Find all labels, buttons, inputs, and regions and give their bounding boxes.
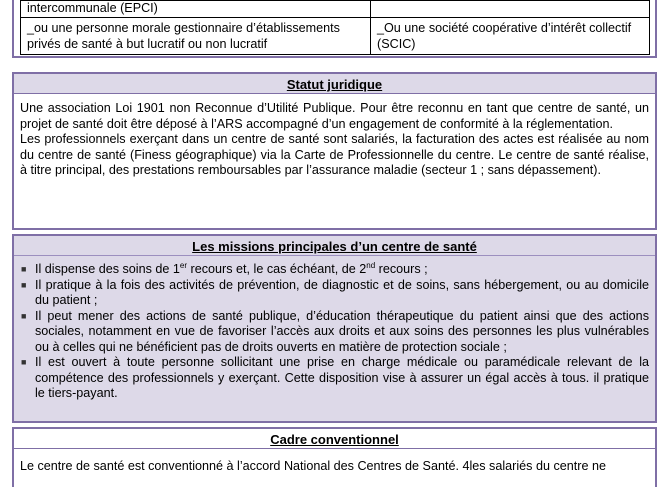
missions-section (12, 234, 657, 423)
section-body (14, 94, 655, 179)
list-item: ■ Il est ouvert à toute personne sollicitant une prise en charge médicale ou paramédicale relevant de la compétence des professionnels y exerçant. Cette disposition vise à assurer un égal accès à tous. il pratique le tiers-payant. (21, 355, 649, 400)
section-title: Cadre conventionnel (14, 429, 655, 449)
table-cell: _ou une personne morale gestionnaire d’établissements privés de santé à but lucratif ou non lucratif (21, 18, 371, 55)
table-cell (371, 1, 650, 18)
bullet-icon: ■ (21, 279, 27, 290)
section-title: Statut juridique (14, 74, 655, 94)
table-row (21, 18, 650, 55)
list-item: ■ Il dispense des soins de 1er recours et, le cas échéant, de 2nd recours ; (21, 261, 428, 276)
statut-juridique-section (12, 72, 657, 230)
table-row (21, 1, 650, 18)
table-cell: intercommunale (EPCI) (21, 1, 371, 18)
bullet-icon: ■ (21, 357, 27, 367)
section-body (14, 449, 655, 475)
paragraph: Les professionnels exerçant dans un centre de santé sont salariés, la facturation des actes est réalisée au nom du centre de santé (Finess géographique) via la Carte de Professionnelle du centre. Le centre de santé réalise, à titre principal, des prestations remboursables par l’assurance maladie (secteur 1 ; sans dépassement). (20, 132, 649, 177)
paragraph: Une association Loi 1901 non Reconnue d’Utilité Publique. Pour être reconnu en tant que centre de santé, un projet de santé doit être déposé à l’ARS accompagné d’un engagement de conformité à la réglementation. (20, 101, 649, 131)
table-cell: _Ou une société coopérative d’intérêt collectif (SCIC) (371, 18, 650, 55)
gestionnaire-table (20, 0, 650, 55)
bullet-icon: ■ (21, 310, 27, 321)
top-section-frame (12, 0, 657, 58)
list-item: ■ Il pratique à la fois des activités de prévention, de diagnostic et de soins, sans hébergement, ou au domicile du patient ; (21, 277, 649, 307)
list-item: ■ Il peut mener des actions de santé publique, d’éducation thérapeutique du patient ainsi que des actions sociales, notamment en vue de favoriser l’accès aux droits et aux soins des personnes les plus vulnérables ou à celles qui ne bénéficient pas de droits ouverts en matière de protection sociale ; (21, 308, 649, 354)
cadre-conventionnel-section (12, 427, 657, 487)
paragraph: Le centre de santé est conventionné à l’accord National des Centres de Santé. 4les salariés du centre ne (20, 459, 606, 473)
bullet-icon: ■ (21, 264, 27, 274)
section-title: Les missions principales d’un centre de santé (14, 236, 655, 256)
missions-list (14, 256, 655, 402)
